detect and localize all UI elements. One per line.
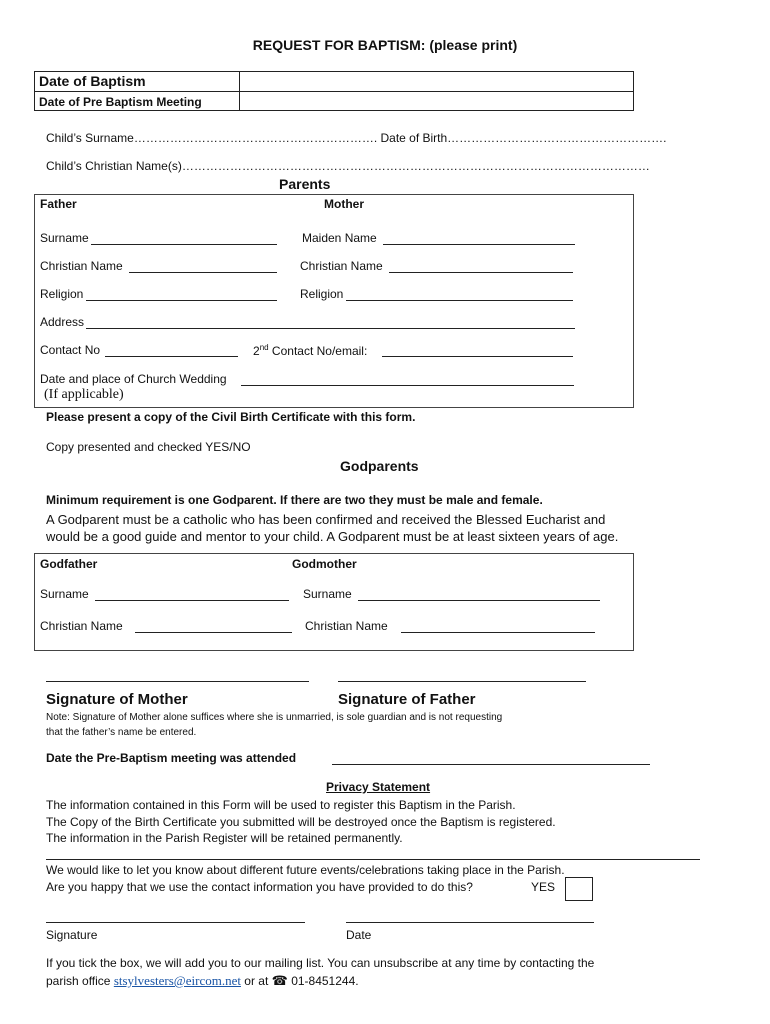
pre-baptism-attended-field[interactable] bbox=[332, 752, 650, 765]
godfather-surname-field[interactable] bbox=[95, 588, 289, 601]
father-religion-label: Religion bbox=[40, 287, 84, 301]
consent-signature-line[interactable] bbox=[46, 921, 305, 923]
pre-baptism-meeting-field[interactable] bbox=[245, 94, 629, 112]
mailing-list-checkbox[interactable] bbox=[565, 877, 593, 901]
date-of-baptism-field[interactable] bbox=[245, 74, 629, 92]
second-contact-text: Contact No/email: bbox=[268, 344, 368, 358]
mother-christian-name-field[interactable] bbox=[389, 260, 573, 273]
future-events-line: We would like to let you know about different future events/celebrations taking place in the Parish. bbox=[46, 863, 565, 877]
consent-date-line[interactable] bbox=[346, 921, 594, 923]
mother-signature-label: Signature of Mother bbox=[46, 691, 188, 708]
privacy-statement-heading: Privacy Statement bbox=[326, 780, 431, 794]
pre-baptism-attended-label: Date the Pre-Baptism meeting was attended bbox=[46, 751, 297, 765]
if-applicable-note: (If applicable) bbox=[44, 387, 124, 402]
godparent-description-line1: A Godparent must be a catholic who has been confirmed and received the Blessed Eucharist and bbox=[46, 512, 606, 527]
pre-baptism-meeting-row bbox=[35, 92, 633, 110]
form-title: REQUEST FOR BAPTISM: (please print) bbox=[252, 37, 518, 53]
mailing-list-note-line1: If you tick the box, we will add you to our mailing list. You can unsubscribe at any time by contacting the bbox=[46, 956, 595, 970]
father-christian-name-field[interactable] bbox=[129, 260, 277, 273]
father-religion-field[interactable] bbox=[86, 288, 277, 301]
godmother-christian-name-label: Christian Name bbox=[305, 619, 388, 633]
mother-religion-field[interactable] bbox=[346, 288, 573, 301]
contact-consent-question: Are you happy that we use the contact information you have provided to do this? bbox=[46, 880, 473, 894]
pre-baptism-meeting-label: Date of Pre Baptism Meeting bbox=[39, 95, 202, 109]
mother-maiden-name-label: Maiden Name bbox=[302, 231, 377, 245]
father-signature-label: Signature of Father bbox=[338, 691, 476, 708]
copy-presented-line: Copy presented and checked YES/NO bbox=[46, 440, 251, 454]
godmother-heading: Godmother bbox=[292, 557, 357, 571]
signature-note-line1: Note: Signature of Mother alone suffices where she is unmarried, is sole guardian and is not requesting bbox=[46, 712, 503, 723]
godparents-heading: Godparents bbox=[340, 458, 419, 474]
godfather-christian-name-label: Christian Name bbox=[40, 619, 123, 633]
parish-email-link[interactable]: stsylvesters@eircom.net bbox=[113, 973, 241, 988]
birth-certificate-note: Please present a copy of the Civil Birth Certificate with this form. bbox=[46, 410, 416, 424]
godfather-surname-label: Surname bbox=[40, 587, 89, 601]
child-surname-dob-line[interactable]: Child’s Surname……………………………………………………. Date of Birth………………………………………………. bbox=[46, 131, 667, 145]
godfather-heading: Godfather bbox=[40, 557, 98, 571]
father-surname-field[interactable] bbox=[91, 232, 277, 245]
mother-maiden-name-field[interactable] bbox=[383, 232, 575, 245]
church-wedding-field[interactable] bbox=[241, 373, 574, 386]
date-of-baptism-row bbox=[35, 72, 633, 92]
mother-heading: Mother bbox=[324, 197, 364, 211]
privacy-divider bbox=[46, 858, 700, 860]
mailing-list-note-line2 bbox=[46, 973, 359, 989]
godfather-christian-name-field[interactable] bbox=[135, 620, 292, 633]
godparent-description-line2: would be a good guide and mentor to your child. A Godparent must be at least sixteen years of age. bbox=[46, 529, 619, 544]
signature-note-line2: that the father’s name be entered. bbox=[46, 727, 197, 738]
second-contact-num: 2 bbox=[253, 344, 260, 358]
privacy-line3: The information in the Parish Register will be retained permanently. bbox=[46, 831, 403, 845]
parish-phone-number: 01-8451244. bbox=[287, 974, 359, 988]
table-divider bbox=[239, 72, 240, 110]
consent-signature-label: Signature bbox=[46, 928, 98, 942]
father-signature-line[interactable] bbox=[338, 680, 586, 682]
privacy-line1: The information contained in this Form will be used to register this Baptism in the Parish. bbox=[46, 798, 516, 812]
baptism-date-table bbox=[34, 71, 634, 111]
second-contact-label bbox=[253, 343, 367, 358]
parish-office-text: parish office bbox=[46, 974, 114, 988]
father-christian-name-label: Christian Name bbox=[40, 259, 123, 273]
date-of-baptism-label: Date of Baptism bbox=[39, 73, 146, 89]
godmother-christian-name-field[interactable] bbox=[401, 620, 595, 633]
godmother-surname-field[interactable] bbox=[358, 588, 600, 601]
mother-christian-name-label: Christian Name bbox=[300, 259, 383, 273]
privacy-line2: The Copy of the Birth Certificate you submitted will be destroyed once the Baptism is registered. bbox=[46, 815, 556, 829]
father-heading: Father bbox=[40, 197, 77, 211]
child-christian-names-line[interactable]: Child’s Christian Name(s)……………………………………………………………………………………………………… bbox=[46, 159, 650, 173]
godmother-surname-label: Surname bbox=[303, 587, 352, 601]
mother-religion-label: Religion bbox=[300, 287, 344, 301]
parents-heading: Parents bbox=[279, 176, 331, 192]
or-at-text: or at bbox=[240, 974, 272, 988]
godparent-minimum-requirement: Minimum requirement is one Godparent. If there are two they must be male and female. bbox=[46, 493, 543, 507]
yes-label: YES bbox=[531, 880, 556, 894]
consent-date-label: Date bbox=[346, 928, 372, 942]
address-field[interactable] bbox=[86, 316, 575, 329]
second-contact-field[interactable] bbox=[382, 344, 573, 357]
address-label: Address bbox=[40, 315, 85, 329]
church-wedding-label: Date and place of Church Wedding bbox=[40, 372, 227, 386]
telephone-icon: ☎ bbox=[271, 973, 288, 988]
contact-no-field[interactable] bbox=[105, 344, 238, 357]
second-contact-sup: nd bbox=[259, 343, 269, 352]
father-surname-label: Surname bbox=[40, 231, 89, 245]
mother-signature-line[interactable] bbox=[46, 680, 309, 682]
contact-no-label: Contact No bbox=[40, 343, 101, 357]
